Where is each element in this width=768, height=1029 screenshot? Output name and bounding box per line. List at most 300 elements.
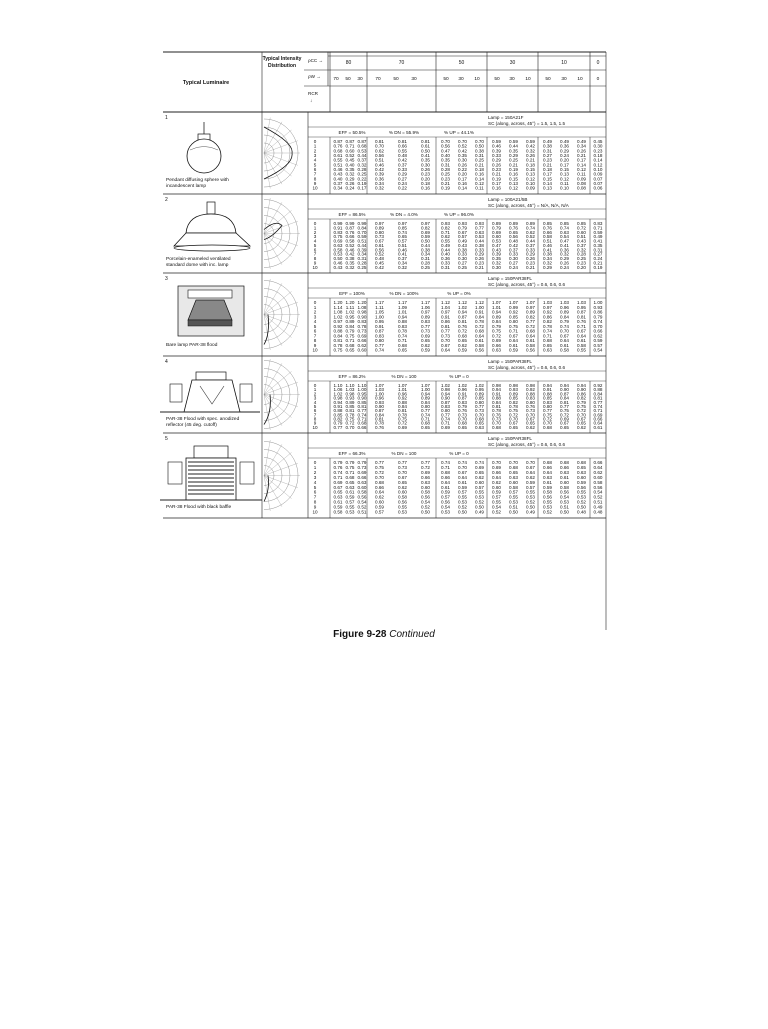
coefficient-cell: 0.48 <box>375 256 384 262</box>
rcr-cell: 9 <box>313 420 317 426</box>
coefficient-cell: 0.49 <box>593 234 603 240</box>
efficiency: EFF = 100% <box>339 291 365 296</box>
luminaire-index: 5 <box>165 436 168 442</box>
coefficient-cell: 0.21 <box>509 162 518 168</box>
coefficient-cell: 1.05 <box>375 309 384 315</box>
coefficient-cell: 0.70 <box>458 139 467 144</box>
coefficient-cell: 0.99 <box>345 221 355 226</box>
coefficient-cell: 0.33 <box>509 251 518 257</box>
coefficient-cell: 0.81 <box>398 139 407 144</box>
coefficient-cell: 0.76 <box>345 229 355 235</box>
coefficient-cell: 0.65 <box>577 464 586 470</box>
coefficient-cell: 0.65 <box>398 234 407 240</box>
coefficient-cell: 1.04 <box>441 304 450 310</box>
coefficient-cell: 1.00 <box>475 304 484 310</box>
rcr-cell: 8 <box>313 256 317 262</box>
coefficient-cell: 0.67 <box>509 333 518 339</box>
coefficient-cell: 0.49 <box>441 242 450 248</box>
coefficient-cell: 0.72 <box>560 412 569 418</box>
coefficient-cell: 0.87 <box>458 395 467 401</box>
coefficient-cell: 0.66 <box>593 460 603 465</box>
coefficient-cell: 0.32 <box>398 264 407 270</box>
coefficient-cell: 0.45 <box>375 260 384 266</box>
header-rcr: RCR <box>308 91 318 96</box>
coefficient-cell: 0.58 <box>560 484 569 490</box>
lamp-spec: Lamp = 150A21F <box>488 115 524 120</box>
coefficient-cell: 0.34 <box>398 260 407 266</box>
coefficient-cell: 0.57 <box>375 509 384 515</box>
coefficient-cell: 0.34 <box>543 256 552 262</box>
coefficient-cell: 0.80 <box>421 403 430 409</box>
coefficient-cell: 0.78 <box>398 412 407 418</box>
coefficient-cell: 0.96 <box>375 395 384 401</box>
coefficient-cell: 0.68 <box>509 464 518 470</box>
coefficient-cell: 0.67 <box>560 420 569 426</box>
coefficient-cell: 0.64 <box>526 333 535 339</box>
coefficient-cell: 0.70 <box>526 412 535 418</box>
coefficient-cell: 0.87 <box>357 139 367 144</box>
coefficient-cell: 0.94 <box>421 391 430 397</box>
coefficient-cell: 1.11 <box>345 304 355 310</box>
coefficient-cell: 0.79 <box>593 314 603 320</box>
coefficient-cell: 0.94 <box>333 399 343 405</box>
coefficient-cell: 0.59 <box>345 494 355 500</box>
par-socket <box>188 290 232 298</box>
coefficient-cell: 0.32 <box>526 148 535 154</box>
rcr-cell: 7 <box>313 333 317 339</box>
coefficient-cell: 0.35 <box>421 157 430 163</box>
coefficient-cell: 0.53 <box>398 509 407 515</box>
coefficient-cell: 0.68 <box>345 342 355 348</box>
coefficient-cell: 0.59 <box>357 234 367 240</box>
coefficient-cell: 0.50 <box>421 509 430 515</box>
coefficient-cell: 0.13 <box>543 185 552 191</box>
percent-down: % DN = 55.9% <box>388 130 420 135</box>
coefficient-cell: 0.38 <box>475 148 484 154</box>
coefficient-cell: 0.63 <box>421 479 430 485</box>
coefficient-cell: 0.46 <box>333 167 343 172</box>
coefficient-cell: 0.65 <box>333 489 343 495</box>
coefficient-cell: 0.85 <box>357 399 367 405</box>
coefficient-cell: 0.41 <box>560 242 569 248</box>
coefficient-cell: 0.82 <box>333 416 343 422</box>
coefficient-cell: 0.97 <box>526 304 535 310</box>
coefficient-cell: 1.03 <box>577 300 586 305</box>
coefficient-cell: 0.30 <box>492 264 501 270</box>
pcc-value: 0 <box>596 60 600 66</box>
coefficient-cell: 0.28 <box>357 167 367 172</box>
coefficient-cell: 0.58 <box>560 347 569 353</box>
coefficient-cell: 0.59 <box>421 347 430 353</box>
coefficient-cell: 0.88 <box>333 408 343 414</box>
coefficient-cell: 0.49 <box>593 504 603 510</box>
coefficient-cell: 0.42 <box>398 157 407 163</box>
coefficient-cell: 0.84 <box>593 391 603 397</box>
rcr-cell: 10 <box>312 185 318 191</box>
coefficient-cell: 0.67 <box>333 484 343 490</box>
coefficient-cell: 0.57 <box>526 484 535 490</box>
coefficient-cell: 0.21 <box>492 171 501 177</box>
coefficient-cell: 0.68 <box>421 420 430 426</box>
coefficient-cell: 0.26 <box>560 260 569 266</box>
coefficient-cell: 0.83 <box>593 221 603 226</box>
coefficient-cell: 0.23 <box>593 148 603 154</box>
coefficient-cell: 0.84 <box>475 314 484 320</box>
header-typical-luminaire: Typical Luminaire <box>182 80 230 86</box>
lamp-spec: Lamp = 150PAR38FL <box>488 436 532 441</box>
coefficient-cell: 0.16 <box>421 185 430 191</box>
coefficient-cell: 0.23 <box>441 176 450 182</box>
coefficient-cell: 0.53 <box>560 499 569 505</box>
luminaire-name: Bare lamp PAR-38 flood <box>166 343 218 348</box>
polar-spoke <box>264 234 298 246</box>
rcr-cell: 1 <box>313 464 317 470</box>
coefficient-cell: 0.85 <box>577 221 586 226</box>
coefficient-cell: 0.88 <box>526 391 535 397</box>
coefficient-cell: 0.94 <box>492 387 501 393</box>
coefficient-cell: 0.53 <box>441 509 450 515</box>
coefficient-cell: 0.68 <box>375 479 384 485</box>
coefficient-cell: 0.83 <box>398 323 407 329</box>
coefficient-cell: 1.08 <box>333 309 343 315</box>
coefficient-cell: 1.02 <box>458 383 467 388</box>
coefficient-cell: 1.17 <box>421 300 430 305</box>
coefficient-cell: 0.54 <box>593 489 603 495</box>
coefficient-cell: 0.89 <box>526 221 535 226</box>
coefficient-cell: 1.07 <box>398 383 407 388</box>
coefficient-cell: 0.59 <box>593 338 603 344</box>
coefficient-cell: 0.26 <box>577 148 586 154</box>
coefficient-cell: 0.36 <box>375 176 384 182</box>
coefficient-cell: 0.90 <box>375 403 384 409</box>
coefficient-cell: 0.86 <box>441 319 450 325</box>
coefficient-cell: 0.11 <box>475 185 484 191</box>
coefficient-cell: 0.62 <box>593 333 603 339</box>
coefficient-cell: 0.20 <box>458 171 467 177</box>
coefficient-cell: 0.62 <box>475 474 484 480</box>
table-row <box>312 265 602 270</box>
percent-up: % UP = 44.1% <box>444 130 474 135</box>
coefficient-cell: 0.19 <box>492 176 501 182</box>
coefficient-cell: 0.79 <box>458 403 467 409</box>
coefficient-cell: 0.38 <box>458 247 467 253</box>
coefficient-cell: 0.76 <box>577 319 586 325</box>
efficiency: EFF = 66.3% <box>338 451 366 456</box>
coefficient-cell: 0.59 <box>375 504 384 510</box>
polar-spoke <box>264 302 298 314</box>
coefficient-cell: 0.61 <box>345 489 355 495</box>
coefficient-cell: 0.81 <box>375 416 384 422</box>
coefficient-cell: 0.89 <box>526 309 535 315</box>
pw-value: 50 <box>345 77 351 82</box>
coefficient-cell: 0.63 <box>357 479 367 485</box>
coefficient-cell: 0.59 <box>492 139 501 144</box>
coefficient-cell: 0.23 <box>475 260 484 266</box>
rcr-cell: 6 <box>313 167 317 172</box>
coefficient-cell: 0.58 <box>577 342 586 348</box>
coefficient-cell: 0.95 <box>357 391 367 397</box>
coefficient-cell: 0.60 <box>345 148 355 154</box>
coefficient-cell: 0.77 <box>593 399 603 405</box>
coefficient-cell: 0.65 <box>345 479 355 485</box>
coefficient-cell: 0.71 <box>333 474 343 480</box>
coefficient-cell: 0.69 <box>593 412 603 418</box>
coefficient-cell: 0.82 <box>421 225 430 231</box>
coefficient-cell: 0.61 <box>458 479 467 485</box>
coefficient-cell: 0.92 <box>543 309 552 315</box>
coefficient-cell: 0.56 <box>375 153 384 158</box>
coefficient-cell: 0.72 <box>543 416 552 422</box>
rcr-cell: 2 <box>313 469 317 475</box>
efficiency: EFF = 86.2% <box>338 374 366 379</box>
coefficient-cell: 0.88 <box>593 387 603 393</box>
coefficient-cell: 0.58 <box>593 479 603 485</box>
coefficient-cell: 0.96 <box>398 391 407 397</box>
coefficient-cell: 0.24 <box>345 185 355 191</box>
coefficient-cell: 0.30 <box>458 157 467 163</box>
intensity-distribution-diagram <box>264 279 300 350</box>
coefficient-cell: 0.32 <box>345 171 355 177</box>
coefficient-cell: 0.68 <box>458 420 467 426</box>
coefficient-cell: 0.44 <box>421 242 430 248</box>
rcr-cell: 2 <box>313 391 317 397</box>
coefficient-cell: 0.74 <box>543 328 552 334</box>
coefficient-cell: 0.94 <box>577 383 586 388</box>
coefficient-cell: 0.11 <box>560 181 569 186</box>
coefficient-cell: 0.57 <box>398 238 407 244</box>
pw-value: 30 <box>357 77 363 82</box>
coefficient-cell: 0.32 <box>577 247 586 253</box>
coefficient-cell: 0.89 <box>375 225 384 231</box>
coefficient-cell: 0.85 <box>345 403 355 409</box>
coefficient-cell: 0.46 <box>543 242 552 248</box>
coefficient-cell: 0.22 <box>398 185 407 191</box>
coefficient-cell: 0.56 <box>475 347 484 353</box>
coefficient-cell: 0.84 <box>492 319 501 325</box>
coefficient-cell: 0.75 <box>375 464 384 470</box>
coefficient-cell: 0.73 <box>458 412 467 418</box>
coefficient-cell: 0.17 <box>458 176 467 182</box>
coefficient-cell: 0.57 <box>492 494 501 500</box>
coefficient-cell: 0.93 <box>475 221 484 226</box>
coefficient-cell: 0.45 <box>593 139 603 144</box>
figure-caption <box>0 629 768 640</box>
par-bulb <box>188 300 232 320</box>
coefficient-cell: 0.85 <box>333 412 343 418</box>
coefficient-cell: 0.68 <box>333 148 343 154</box>
coefficient-cell: 0.09 <box>593 171 603 177</box>
coefficient-cell: 0.69 <box>441 424 450 430</box>
coefficient-cell: 0.56 <box>577 484 586 490</box>
coefficient-cell: 0.58 <box>345 238 355 244</box>
coefficient-cell: 0.64 <box>441 347 450 353</box>
coefficient-cell: 0.84 <box>345 323 355 329</box>
efficiency: EFF = 50.5% <box>338 130 366 135</box>
coefficient-cell: 0.55 <box>543 499 552 505</box>
coefficient-cell: 0.64 <box>526 469 535 475</box>
coefficient-cell: 0.58 <box>398 494 407 500</box>
coefficient-cell: 0.59 <box>543 484 552 490</box>
coefficient-cell: 0.53 <box>526 494 535 500</box>
coefficient-cell: 0.10 <box>560 185 569 191</box>
coefficient-cell: 0.82 <box>543 319 552 325</box>
rcr-cell: 9 <box>313 504 317 510</box>
coefficient-cell: 0.94 <box>543 383 552 388</box>
spacing-criterion: SC (along, across, 45°) = N/A, N/A, N/A <box>488 203 569 208</box>
coefficient-cell: 0.69 <box>357 333 367 339</box>
coefficient-cell: 0.22 <box>458 167 467 172</box>
coefficient-cell: 0.68 <box>475 416 484 422</box>
rcr-cell: 5 <box>313 162 317 168</box>
coefficient-cell: 0.81 <box>345 408 355 414</box>
coefficient-cell: 1.10 <box>357 383 367 388</box>
coefficient-cell: 0.89 <box>509 221 518 226</box>
coefficient-cell: 0.14 <box>593 157 603 163</box>
coefficient-cell: 0.98 <box>333 395 343 401</box>
coefficient-cell: 0.58 <box>333 247 343 253</box>
coefficient-cell: 0.53 <box>357 148 367 154</box>
coefficient-cell: 1.12 <box>475 300 484 305</box>
coefficient-cell: 0.77 <box>475 403 484 409</box>
coefficient-cell: 0.25 <box>357 171 367 177</box>
rcr-cell: 0 <box>313 460 317 465</box>
rcr-cell: 5 <box>313 242 317 248</box>
coefficient-cell: 0.83 <box>526 395 535 401</box>
coefficient-cell: 1.14 <box>333 304 343 310</box>
coefficient-cell: 0.77 <box>333 424 343 430</box>
coefficient-cell: 0.53 <box>543 504 552 510</box>
coefficient-cell: 0.38 <box>345 256 355 262</box>
coefficient-cell: 0.67 <box>509 420 518 426</box>
coefficient-cell: 0.97 <box>333 319 343 325</box>
coefficient-cell: 0.67 <box>375 238 384 244</box>
pw-value: 30 <box>411 77 417 82</box>
coefficient-cell: 0.60 <box>492 234 501 240</box>
coefficient-cell: 0.63 <box>333 494 343 500</box>
coefficient-cell: 0.21 <box>441 181 450 186</box>
pcc-value: 50 <box>458 60 465 66</box>
coefficient-cell: 0.81 <box>421 139 430 144</box>
rcr-cell: 4 <box>313 157 317 163</box>
coefficient-cell: 0.56 <box>543 494 552 500</box>
coefficient-cell: 0.50 <box>526 504 535 510</box>
coefficient-cell: 0.59 <box>577 479 586 485</box>
coefficient-cell: 0.21 <box>475 264 484 270</box>
coefficient-cell: 0.88 <box>398 319 407 325</box>
coefficient-cell: 0.77 <box>357 408 367 414</box>
coefficient-cell: 0.25 <box>357 264 367 270</box>
coefficient-cell: 0.49 <box>543 139 552 144</box>
coefficient-cell: 0.66 <box>492 342 501 348</box>
coefficient-cell: 0.33 <box>441 260 450 266</box>
coefficient-cell: 0.50 <box>560 509 569 515</box>
coefficient-cell: 0.51 <box>333 162 343 168</box>
pcc-value: 10 <box>561 60 567 66</box>
coefficient-cell: 0.74 <box>398 333 407 339</box>
coefficient-cell: 0.63 <box>345 484 355 490</box>
polar-spoke <box>264 141 298 153</box>
coefficient-cell: 0.55 <box>526 489 535 495</box>
coefficient-cell: 0.68 <box>458 333 467 339</box>
coefficient-cell: 0.41 <box>543 247 552 253</box>
lamp-spec: Lamp = 150PAR38FL <box>488 276 532 281</box>
coefficient-cell: 0.62 <box>458 342 467 348</box>
coefficient-cell: 0.37 <box>577 242 586 248</box>
coefficient-cell: 0.32 <box>357 162 367 168</box>
coefficient-cell: 0.67 <box>526 416 535 422</box>
coefficient-cell: 0.70 <box>593 323 603 329</box>
coefficient-cell: 0.32 <box>492 260 501 266</box>
coefficient-cell: 0.52 <box>543 509 552 515</box>
coefficient-cell: 1.06 <box>333 387 343 393</box>
coefficient-cell: 0.89 <box>421 395 430 401</box>
coefficient-cell: 0.44 <box>475 238 484 244</box>
coefficient-cell: 0.77 <box>441 328 450 334</box>
coefficient-cell: 0.63 <box>475 229 484 235</box>
coefficient-cell: 0.61 <box>560 342 569 348</box>
coefficient-cell: 0.42 <box>509 242 518 248</box>
coefficient-cell: 0.89 <box>560 309 569 315</box>
coefficient-cell: 0.79 <box>333 460 343 465</box>
coefficient-cell: 0.67 <box>526 464 535 470</box>
coefficient-cell: 0.55 <box>458 494 467 500</box>
coefficient-cell: 0.68 <box>543 338 552 344</box>
coefficient-cell: 0.64 <box>593 420 603 426</box>
coefficient-cell: 0.47 <box>560 238 569 244</box>
rcr-cell: 3 <box>313 474 317 480</box>
coefficient-cell: 0.50 <box>509 509 518 515</box>
coefficient-cell: 0.51 <box>357 238 367 244</box>
coefficient-cell: 0.50 <box>421 238 430 244</box>
coefficient-cell: 0.87 <box>333 139 343 144</box>
coefficient-cell: 0.55 <box>492 499 501 505</box>
coefficient-cell: 0.13 <box>509 181 518 186</box>
coefficient-cell: 0.85 <box>475 395 484 401</box>
coefficient-cell: 0.52 <box>526 499 535 505</box>
coefficient-cell: 0.56 <box>398 499 407 505</box>
coefficient-cell: 0.65 <box>458 424 467 430</box>
coefficient-cell: 0.74 <box>593 403 603 409</box>
coefficient-cell: 1.10 <box>345 383 355 388</box>
coefficient-cell: 0.20 <box>577 264 586 270</box>
coefficient-cell: 0.89 <box>345 399 355 405</box>
coefficient-cell: 0.12 <box>475 181 484 186</box>
coefficient-cell: 0.64 <box>492 474 501 480</box>
rcr-cell: 6 <box>313 489 317 495</box>
coefficient-cell: 0.54 <box>492 504 501 510</box>
coefficient-cell: 0.78 <box>475 319 484 325</box>
coefficient-cell: 0.79 <box>345 460 355 465</box>
coefficient-cell: 0.79 <box>345 328 355 334</box>
lamp-spec: Lamp = 100A21/5B <box>488 197 528 202</box>
coefficient-cell: 0.34 <box>357 251 367 257</box>
coefficient-cell: 0.65 <box>458 338 467 344</box>
coefficient-cell: 0.62 <box>526 424 535 430</box>
coefficient-cell: 0.68 <box>543 460 552 465</box>
coefficient-cell: 0.66 <box>441 474 450 480</box>
coefficient-cell: 0.30 <box>509 256 518 262</box>
coefficient-cell: 0.59 <box>458 484 467 490</box>
coefficient-cell: 0.82 <box>441 225 450 231</box>
coefficient-cell: 0.63 <box>543 347 552 353</box>
rcr-cell: 0 <box>313 139 317 144</box>
rcr-cell: 7 <box>313 251 317 257</box>
coefficient-cell: 0.18 <box>526 162 535 168</box>
coefficient-cell: 0.71 <box>441 229 450 235</box>
coefficient-cell: 0.77 <box>375 460 384 465</box>
rcr-cell: 1 <box>313 225 317 231</box>
intensity-distribution-diagram <box>264 359 300 430</box>
